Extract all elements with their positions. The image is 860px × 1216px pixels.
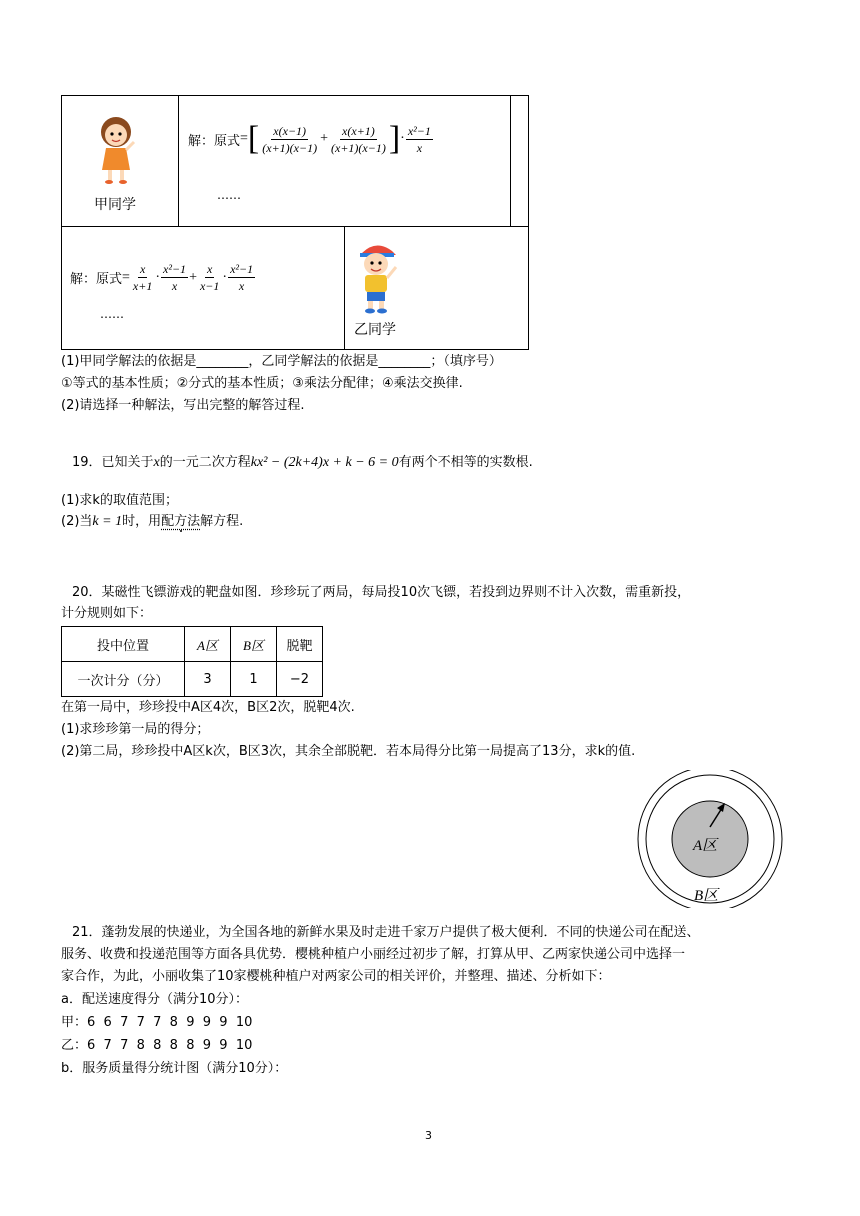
q19-p2-emphasis: 配方法 — [161, 514, 201, 529]
right-inner-border — [510, 96, 511, 227]
jia-num-2: x(x+1) — [342, 123, 375, 138]
q21-jia-scores: 甲：6 6 7 7 7 8 9 9 9 10 — [61, 1015, 253, 1030]
table-cell-b: 1 — [231, 662, 277, 697]
q19-part-2 — [61, 512, 243, 532]
jia-num-3: x²−1 — [407, 123, 431, 138]
yi-divider — [344, 227, 345, 350]
q18-part-1: (1)甲同学解法的依据是________，乙同学解法的依据是________；（填序号） — [61, 354, 502, 369]
q19-stem — [72, 453, 533, 473]
table-header-miss: 脱靶 — [277, 627, 323, 662]
table-row-label: 一次计分（分） — [62, 662, 185, 697]
q20-stem-2: 计分规则如下： — [61, 606, 153, 621]
yi-num-1: x — [139, 262, 146, 276]
yi-solution-formula: 解：原式 = $\frac{x}{x+1}$ · $\frac{\text{x²−1}}{x}$ + $\frac{x}{x-1}$ · $\frac{\text{x²−1}}{x}$ — [70, 262, 254, 293]
q21-line-2: 服务、收费和投递范围等方面各具优势．樱桃种植户小丽经过初步了解，打算从甲、乙两家快递公司中选择一 — [61, 947, 686, 962]
jia-label: 甲同学 — [94, 197, 136, 213]
girl-avatar-icon — [92, 114, 140, 186]
score-table — [61, 626, 323, 697]
q21-line-1: 21．蓬勃发展的快递业，为全国各地的新鲜水果及时走进千家万户提供了极大便利．不同的快递公司在配送、 — [72, 925, 700, 940]
table-header-a: A区 — [185, 627, 231, 662]
jia-den-1: (x+1)(x−1) — [262, 140, 318, 155]
table-cell-a: 3 — [185, 662, 231, 697]
q20-part-1: (1)求珍珍第一局的得分； — [61, 722, 210, 737]
q19-part-1: (1)求k的取值范围； — [61, 493, 178, 508]
q20-part-2: (2)第二局，珍珍投中A区k次，B区3次，其余全部脱靶．若本局得分比第一局提高了13分，求k的值. — [61, 744, 636, 759]
yi-den-3: x−1 — [199, 279, 220, 293]
yi-num-2: x²−1 — [163, 262, 187, 276]
yi-ellipsis: …… — [100, 307, 124, 321]
target-label-a: A区 — [693, 838, 718, 854]
solution-box-yi — [61, 226, 529, 350]
q19-p2-eq: k = 1 — [92, 514, 123, 529]
q19-var-x: x — [153, 455, 160, 470]
yi-den-2: x — [171, 279, 178, 293]
q19-p2-c: 解方程. — [200, 514, 244, 529]
jia-ellipsis: …… — [217, 188, 241, 202]
table-header-position: 投中位置 — [62, 627, 185, 662]
jia-solve-prefix: 解：原式 — [188, 133, 241, 149]
q20-stem-1: 20．某磁性飞镖游戏的靶盘如图．珍珍玩了两局，每局投10次飞镖，若投到边界则不计入次数，需重新投， — [72, 585, 691, 600]
jia-den-3: x — [416, 140, 423, 155]
q18-options: ①等式的基本性质；②分式的基本性质；③乘法分配律；④乘法交换律. — [61, 376, 463, 391]
q21-part-b: b．服务质量得分统计图（满分10分）： — [61, 1061, 288, 1076]
q18-part-2: (2)请选择一种解法，写出完整的解答过程. — [61, 398, 305, 413]
q19-stem-part-a: 19．已知关于 — [72, 455, 154, 470]
yi-label: 乙同学 — [354, 322, 396, 338]
yi-solve-prefix: 解：原式 — [70, 272, 123, 287]
page-number: 3 — [425, 1129, 432, 1142]
q19-equation: kx² − (2k+4)x + k − 6 = 0 — [250, 455, 399, 470]
q19-stem-part-c: 有两个不相等的实数根. — [398, 455, 533, 470]
jia-divider — [178, 96, 179, 227]
jia-den-2: (x+1)(x−1) — [331, 140, 386, 155]
q21-line-3: 家合作，为此，小丽收集了10家樱桃种植户对两家公司的相关评价，并整理、描述、分析如下： — [61, 969, 611, 984]
jia-solution-formula: 解：原式 = [ $\frac{x(x-1)}{(x+1)(x-1)}$ + $\frac{x(x+1)}{(x+1)(x-1)}$ ] · $\frac{\text{x²−1}}{x}$ — [188, 120, 431, 157]
q21-yi-scores: 乙：6 7 7 8 8 8 8 9 9 10 — [61, 1038, 253, 1053]
q20-first-round: 在第一局中，珍珍投中A区4次，B区2次，脱靶4次. — [61, 700, 355, 715]
q19-stem-part-b: 的一元二次方程 — [159, 455, 251, 470]
jia-num-1: x(x−1) — [273, 123, 307, 138]
target-label-b: B区 — [694, 888, 719, 904]
q19-p2-b: 时，用 — [122, 514, 162, 529]
boy-avatar-icon — [352, 237, 404, 317]
table-header-b: B区 — [231, 627, 277, 662]
yi-num-4: x²−1 — [230, 262, 254, 276]
yi-den-4: x — [238, 279, 245, 293]
q19-p2-a: (2)当 — [61, 514, 93, 529]
yi-num-3: x — [207, 262, 213, 276]
q21-part-a: a．配送速度得分（满分10分）： — [61, 992, 249, 1007]
solution-box-jia — [61, 95, 529, 227]
table-cell-miss: −2 — [277, 662, 323, 697]
yi-den-1: x+1 — [132, 279, 153, 293]
